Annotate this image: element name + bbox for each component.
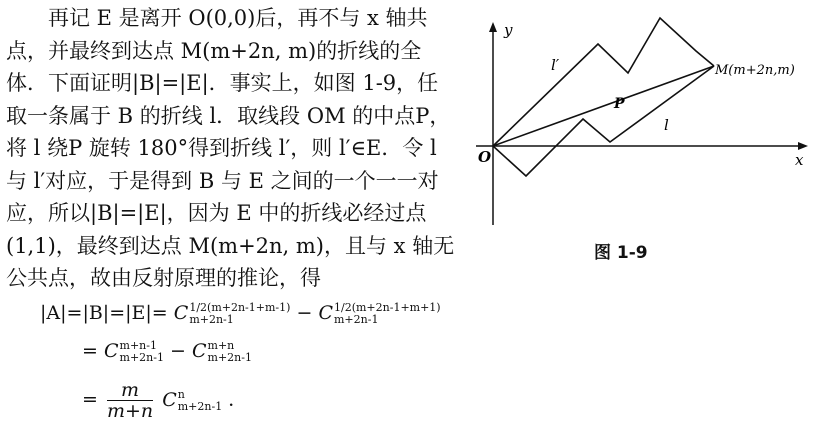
- binomial-3: [104, 340, 164, 364]
- minus-sign: −: [170, 340, 186, 362]
- path-l-prime: [493, 18, 714, 146]
- binomial-C: C: [318, 302, 333, 324]
- binomial-super: n: [177, 387, 185, 401]
- binomial-sub: m+2n-1: [119, 351, 164, 364]
- path-l: [493, 66, 714, 176]
- M-label: M(m+2n,m): [715, 63, 795, 78]
- binomial-5: [162, 389, 222, 413]
- equals-sign: =: [82, 340, 98, 362]
- formula-row-2: [82, 340, 252, 364]
- x-label: x: [795, 151, 804, 169]
- x-axis-arrow-icon: [798, 142, 808, 150]
- fraction: [107, 380, 153, 421]
- binomial-sub: m+2n-1: [189, 313, 234, 326]
- binomial-sub: m+2n-1: [207, 351, 252, 364]
- formula-lhs: |A|=|B|=|E|=: [40, 302, 168, 324]
- text-line: 将 l 绕P 旋转 180°得到折线 l′，则 l′∈E．令 l: [6, 136, 437, 160]
- origin-label: O: [478, 148, 492, 166]
- text-line: 公共点，故由反射原理的推论，得: [6, 266, 321, 290]
- binomial-super: m+n-1: [119, 339, 157, 352]
- fraction-numerator: m: [107, 380, 153, 401]
- text-line: 再记 E 是离开 O(0,0)后，再不与 x 轴共: [48, 6, 428, 30]
- figure-caption: 图 1-9: [594, 243, 648, 263]
- formula-row-3: [82, 380, 247, 421]
- period: ．: [228, 388, 248, 411]
- text-line: (1,1)，最终到达点 M(m+2n, m)，且与 x 轴无: [6, 233, 455, 258]
- l-prime-label: l′: [551, 56, 560, 74]
- fraction-denominator: m+n: [106, 400, 154, 422]
- text-line: 点，并最终到达点 M(m+2n, m)的折线的全: [6, 38, 422, 63]
- binomial-super: 1/2(m+2n-1+m-1): [189, 301, 291, 314]
- path-l-visible: [493, 66, 714, 177]
- binomial-sub: m+2n-1: [334, 313, 379, 326]
- text-line: 应，所以|B|=|E|，因为 E 中的折线必经过点: [6, 201, 427, 225]
- binomial-1: [174, 302, 291, 326]
- P-label: P: [614, 96, 625, 112]
- text-line: 取一条属于 B 的折线 l．取线段 OM 的中点P，: [6, 103, 451, 128]
- binomial-super: m+n: [207, 339, 235, 352]
- equals-sign: =: [82, 388, 98, 411]
- path-l-drawn: [493, 66, 714, 176]
- binomial-C: C: [191, 340, 207, 362]
- paragraph: [6, 2, 455, 295]
- segment-OM: [493, 66, 714, 146]
- binomial-2: [318, 302, 440, 326]
- y-label: y: [504, 21, 513, 39]
- binomial-sub: m+2n-1: [177, 399, 223, 413]
- y-axis-arrow-icon: [489, 22, 497, 32]
- text-line: 与 l′对应，于是得到 B 与 E 之间的一个一一对: [6, 168, 439, 193]
- l-label: l: [664, 116, 669, 134]
- figure-1-9: [466, 10, 816, 235]
- formula-row-1: [40, 302, 441, 326]
- text-line: 体．下面证明|B|=|E|．事实上，如图 1-9，任: [6, 71, 439, 95]
- binomial-C: C: [103, 340, 119, 362]
- binomial-super: 1/2(m+2n-1+m+1): [334, 301, 441, 314]
- figure-svg: [466, 10, 816, 235]
- binomial-4: [192, 340, 252, 364]
- binomial-C: C: [162, 388, 177, 411]
- binomial-C: C: [173, 302, 189, 324]
- minus-sign: −: [296, 302, 313, 324]
